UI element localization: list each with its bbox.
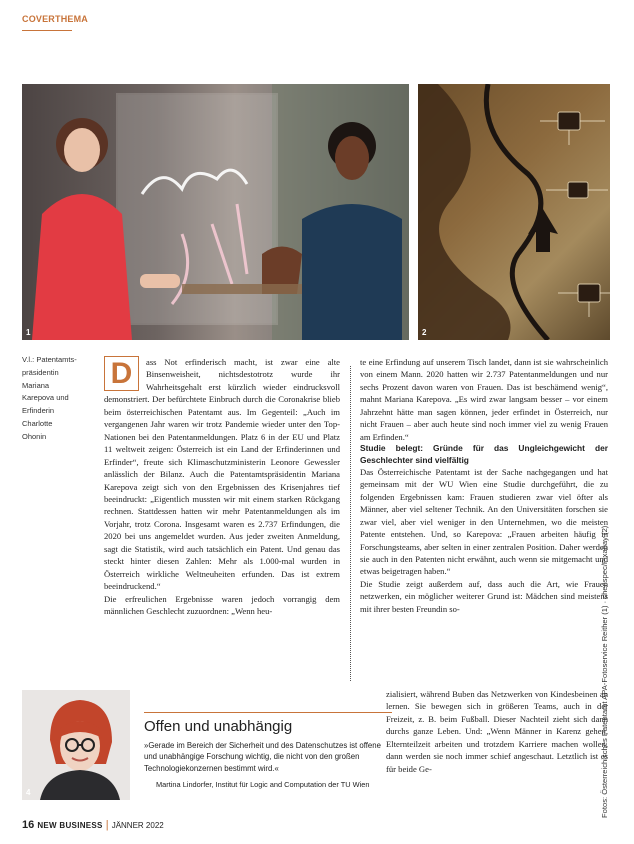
photo-number-2: 2 <box>422 328 427 337</box>
circuit-illustration <box>418 84 610 340</box>
photo-number-4: 4 <box>26 788 31 797</box>
caption-line: Erfinderin <box>22 406 55 415</box>
issue-date: JÄNNER 2022 <box>111 821 164 830</box>
caption-line: Mariana <box>22 380 50 390</box>
page-number: 16 <box>22 819 35 831</box>
photo-patent-office <box>22 84 409 340</box>
photo-circuit-illustration <box>418 84 610 340</box>
article-column-1 <box>104 356 340 618</box>
caption-line: präsidentin <box>22 367 59 377</box>
article-paragraph: Die Studie zeigt außerdem auf, dass auch die Art, wie Frauen netzwerken, ein möglicher weiterer Grund ist: Mädchen sind meistens mit ihrer besten Freundin so- <box>360 578 608 614</box>
drop-cap: D <box>104 356 139 391</box>
article-column-2 <box>360 356 608 615</box>
caption-line: V.l.: Patentamts- <box>22 355 77 364</box>
photo-credit: Fotos: Österreichisches Patentamt APA-Fotoservice Reither (1) · chenspec/Pixabay (2) <box>600 525 609 818</box>
article-paragraph: zialisiert, während Buben das Netzwerken von Kindesbeinen an lernen. Sie bewegen sich in größeren Teams, auch in der Freizeit, z. B. beim Fußball. Dieser Nachteil zieht sich dann durchs ganze Leben. Und: „Wenn Männer in Karenz gehen, Elternteilzeit arbeiten und trotzdem Karriere machen wollen, dann werden sie noch immer schief angeschaut. Letztlich ist es für beide Ge- <box>386 689 608 774</box>
article-subhead: Studie belegt: Gründe für das Ungleichgewicht der Geschlechter sind vielfältig <box>360 443 608 465</box>
section-kicker: COVERTHEMA <box>22 14 89 24</box>
column-divider <box>350 366 351 681</box>
quote-text: »Gerade im Bereich der Sicherheit und des Datenschutzes ist offene und unabhängige Forschung wichtig, die nicht von den großen Technologiekonzernen bestimmt wird.« <box>144 741 381 773</box>
quote-author: Martina Lindorfer, Institut für Logic and Computation der TU Wien <box>156 780 370 789</box>
footer-separator: | <box>105 819 109 831</box>
quote-title: Offen und unabhängig <box>144 718 293 735</box>
kicker-rule <box>22 30 72 31</box>
article-paragraph: Die erfreulichen Ergebnisse waren jedoch vorrangig dem männlichen Geschlecht zuzuordnen: „Wenn heu- <box>104 593 340 617</box>
article-paragraph: ass Not erfinderisch macht, ist zwar eine alte Binsenweisheit, nichtsdestotrotz wurde ihr Wahrheitsgehalt erst kürzlich wieder eindrucksvoll demonstriert. Der befürchtete Einbruch durch die Coronakrise blieb beim österreichischen Patentamt aus. Im Gegenteil: „Auch im vergangenen Jahr waren wir trotz Pandemie wieder unter den Top-Nationen bei den Patentanmeldungen. Platz 6 in der EU und Platz 11 weltweit zeigen: Österreich ist ein Land der Erfinderinnen und Erfinder“, freute sich Klimaschutzministerin Leonore Gewessler anlässlich der Bilanz. Auch die Patentamtspräsidentin Mariana Karepova zeigt sich von den Ergebnissen des Krisenjahres tief beeindruckt: „Eigentlich mussten wir mit einem starken Rückgang rechnen. Stattdessen hatten wir mehr Patentanmeldungen als im Vorjahr, trotz Corona. Insgesamt waren es 2.737 Erfindungen, die 2020 bei uns angemeldet wurden. Aus jeder zweiten Anmeldung, sagt die Statistik, wird auch tatsächlich ein Patent. Und genau das steckt hinter diesen Zahlen: Mehr als 1.000-mal wurden in Österreich wirkliche Weltneuheiten erfunden. Das ist extrem beeindruckend.“ <box>104 357 340 592</box>
article-paragraph: te eine Erfindung auf unserem Tisch landet, dann ist sie wahrscheinlich von einem Mann. 2020 hatten wir 2.737 Patentanmeldungen und nur sechs Prozent davon waren von Frauen. Das ist beschämend wenig“, mahnt Mariana Karepova. „Es wird zwar langsam besser – vor einem Jahrzehnt hätte man sagen können, jeder erfindet in Österreich, nur nicht Frauen – aber auch heute sind noch immer viel zu wenig Frauen am Erfinden.“ <box>360 357 608 442</box>
page-footer <box>22 819 164 831</box>
photo-caption <box>22 354 92 443</box>
magazine-name: NEW BUSINESS <box>37 821 103 830</box>
article-column-3 <box>386 688 608 775</box>
portrait-photo <box>22 690 130 800</box>
caption-line: Ohonin <box>22 431 47 441</box>
photo-patent-office-illustration <box>22 84 409 340</box>
caption-line: Karepova und <box>22 393 69 403</box>
portrait-illustration <box>22 690 130 800</box>
caption-line: Charlotte <box>22 418 53 428</box>
quote-rule <box>144 712 392 713</box>
article-paragraph: Das Österreichische Patentamt ist der Sache nachgegangen und hat gemeinsam mit der WU Wien eine Studie durchgeführt, die zu folgenden Ergebnissen kam: Frauen studieren zwar viel öfter als Männer, aber viel seltener Technik. An den Universitäten forschen sie zwar viel, aber viel weniger in den Unternehmen, wo die meisten Patente entstehen. Und, so Karepova: „Frauen arbeiten häufig in Forschungsteams, aber selten in einer zentralen Position. Daher werden sie auch in den Patenten nicht erwähnt, auch wenn sie mitgemacht und etwas beigetragen haben.“ <box>360 466 608 577</box>
photo-number-1: 1 <box>26 328 31 337</box>
